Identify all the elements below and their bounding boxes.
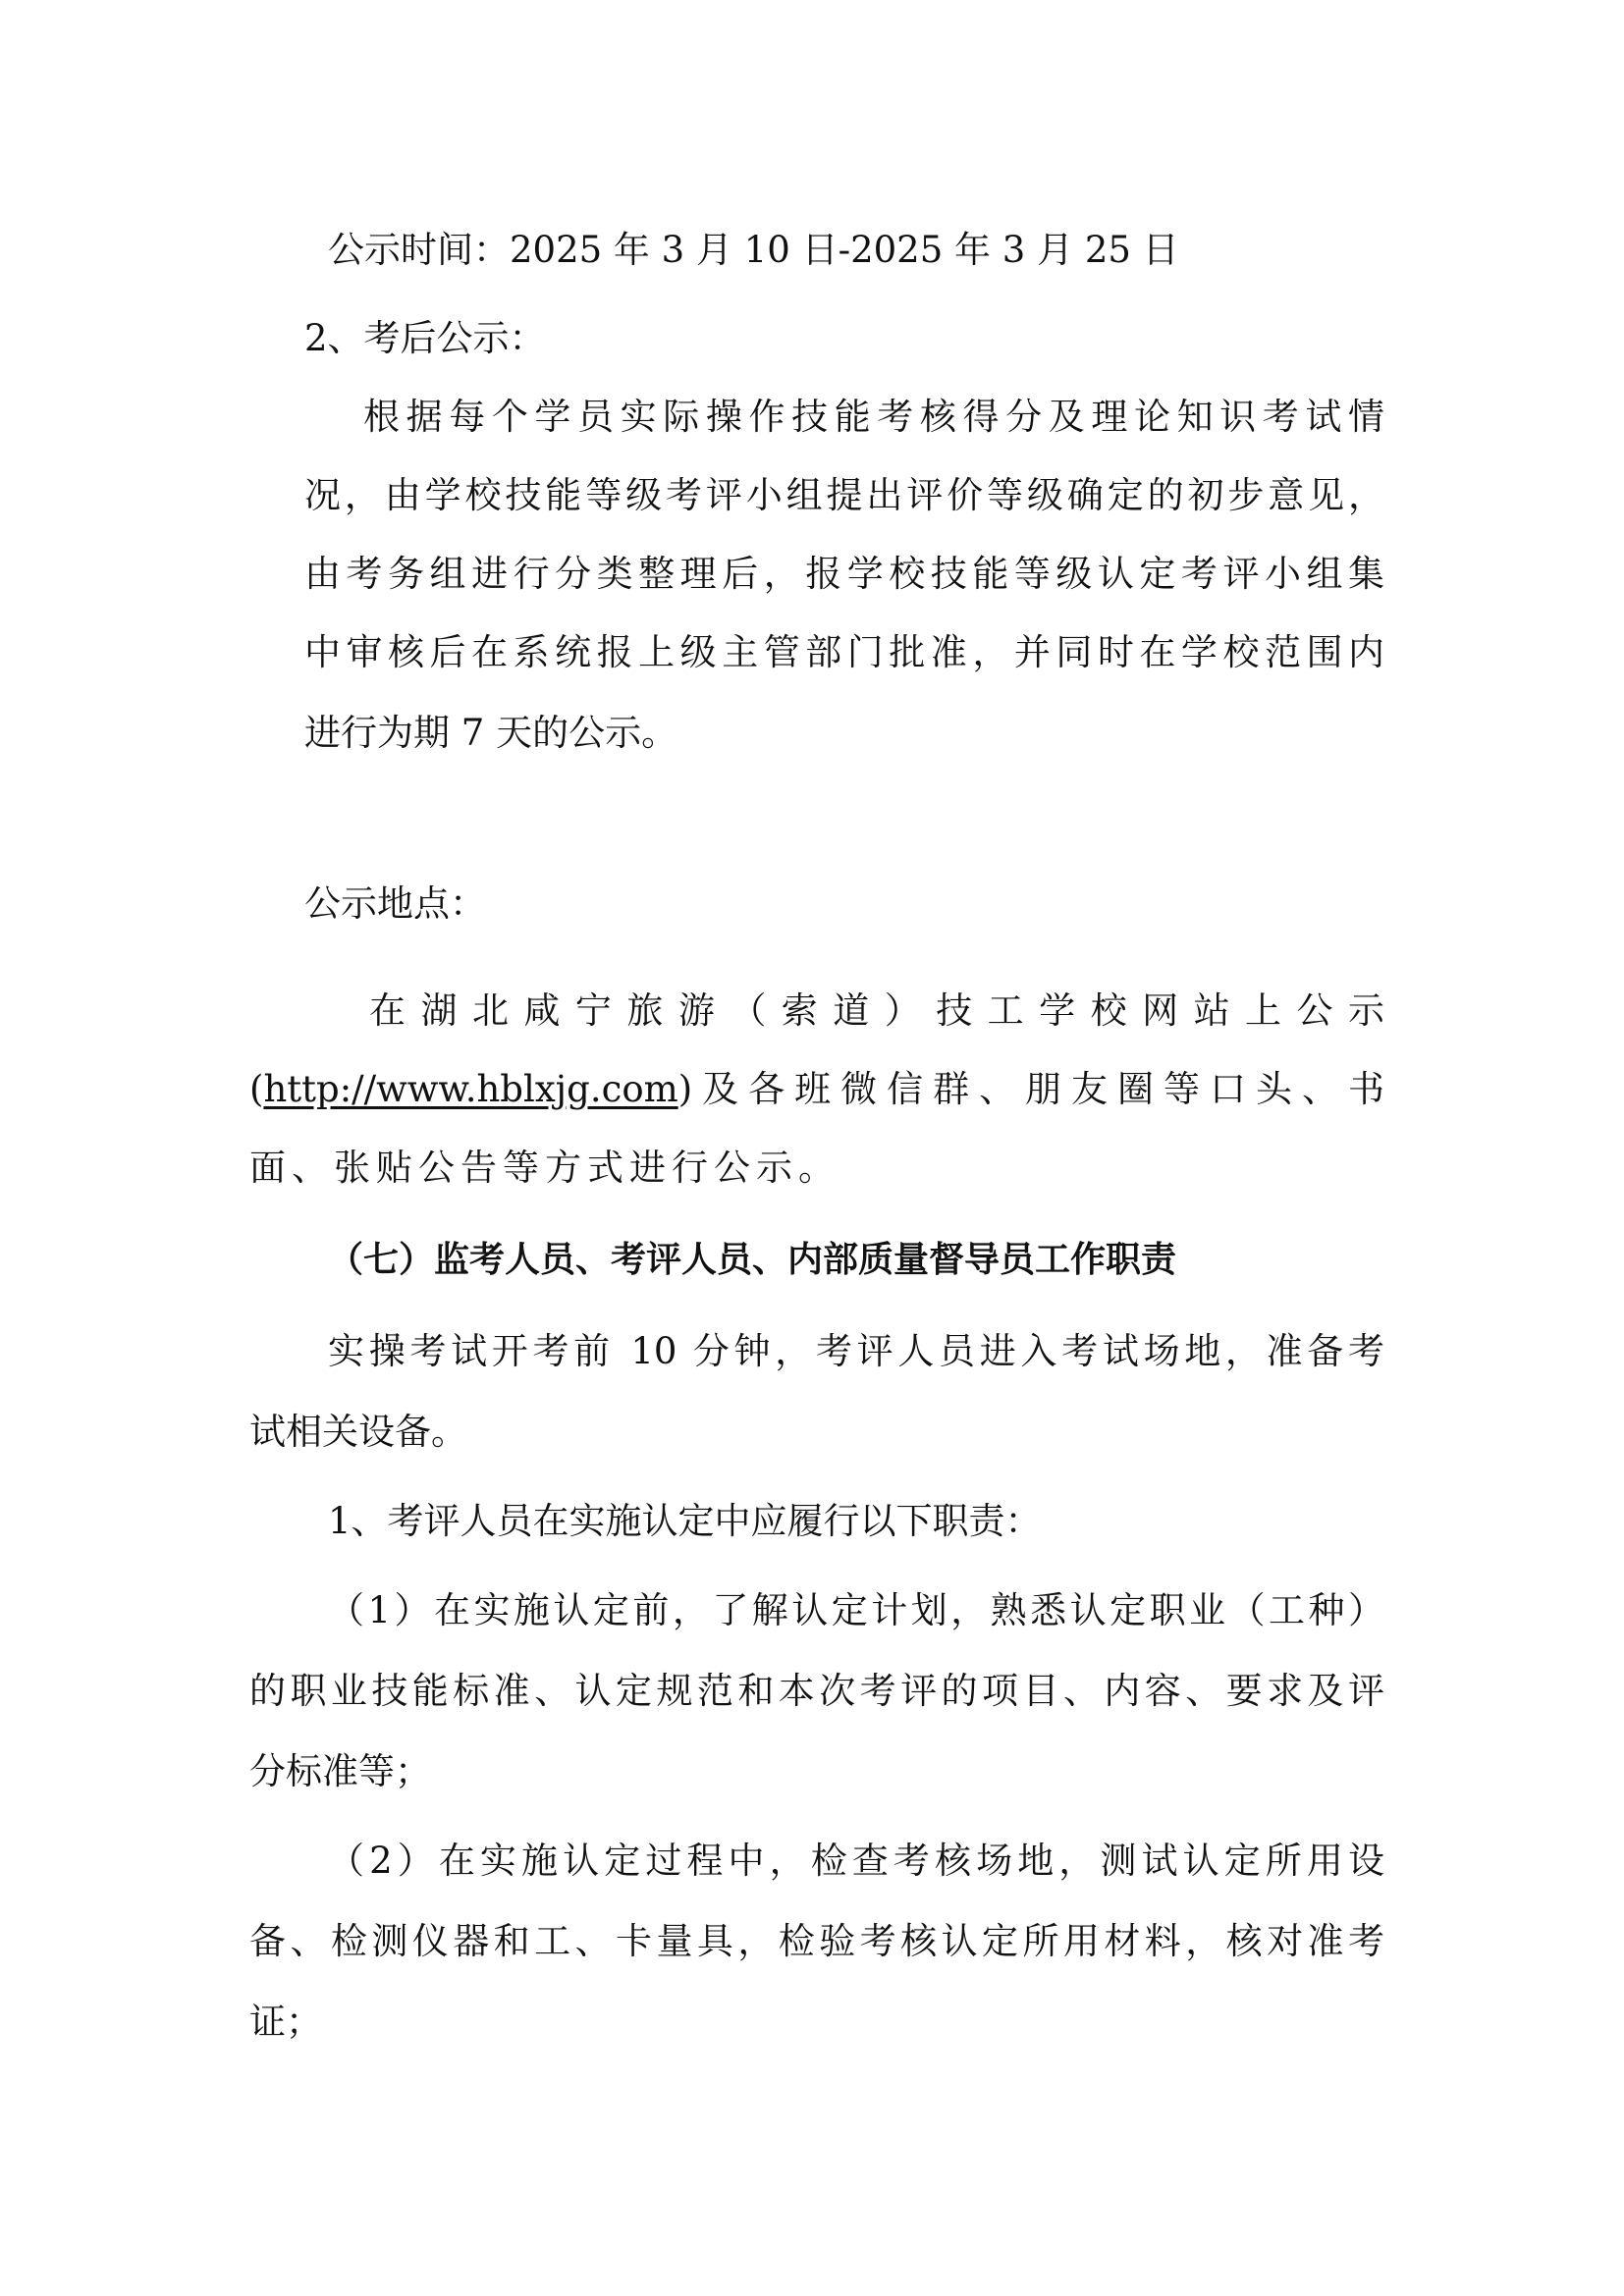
sub2-line: （2）在实施认定过程中，检查考核场地，测试认定所用设 <box>328 1840 1384 1882</box>
post-exam-line: 根据每个学员实际操作技能考核得分及理论知识考试情 <box>363 396 1384 438</box>
sub1-line: 分标准等； <box>249 1750 431 1792</box>
location-line: 面、张贴公告等方式进行公示。 <box>249 1147 840 1189</box>
paren-open: ( <box>249 1068 264 1110</box>
post-exam-line: 况，由学校技能等级考评小组提出评价等级确定的初步意见， <box>304 474 1384 516</box>
section7-heading: （七）监考人员、考评人员、内部质量督导员工作职责 <box>328 1239 1177 1280</box>
publicity-time: 公示时间：2025 年 3 月 10 日-2025 年 3 月 25 日 <box>328 229 1179 271</box>
post-exam-heading: 2、考后公示： <box>304 317 546 359</box>
sub1-line: 的职业技能标准、认定规范和本次考评的项目、内容、要求及评 <box>249 1670 1384 1712</box>
location-line: 在湖北咸宁旅游（索道）技工学校网站上公示 <box>369 989 1384 1032</box>
location-line-2-rest: )及各班微信群、朋友圈等口头、书 <box>677 1068 1384 1110</box>
school-website-link[interactable]: http://www.hblxjg.com <box>263 1068 678 1110</box>
location-heading: 公示地点： <box>304 882 486 925</box>
post-exam-line: 中审核后在系统报上级主管部门批准，并同时在学校范围内 <box>304 631 1384 673</box>
post-exam-line: 进行为期 7 天的公示。 <box>304 712 678 754</box>
location-line-2 <box>249 1067 1384 1112</box>
post-exam-line: 由考务组进行分类整理后，报学校技能等级认定考评小组集 <box>304 553 1384 595</box>
sub2-line: 备、检测仪器和工、卡量具，检验考核认定所用材料，核对准考 <box>249 1920 1384 1962</box>
section7-intro-line: 实操考试开考前 10 分钟，考评人员进入考试场地，准备考 <box>328 1330 1384 1372</box>
section7-item1: 1、考评人员在实施认定中应履行以下职责： <box>328 1500 1042 1542</box>
sub1-line: （1）在实施认定前，了解认定计划，熟悉认定职业（工种） <box>328 1589 1384 1631</box>
sub2-line: 证； <box>249 2001 322 2043</box>
section7-intro-line: 试相关设备。 <box>249 1411 467 1453</box>
